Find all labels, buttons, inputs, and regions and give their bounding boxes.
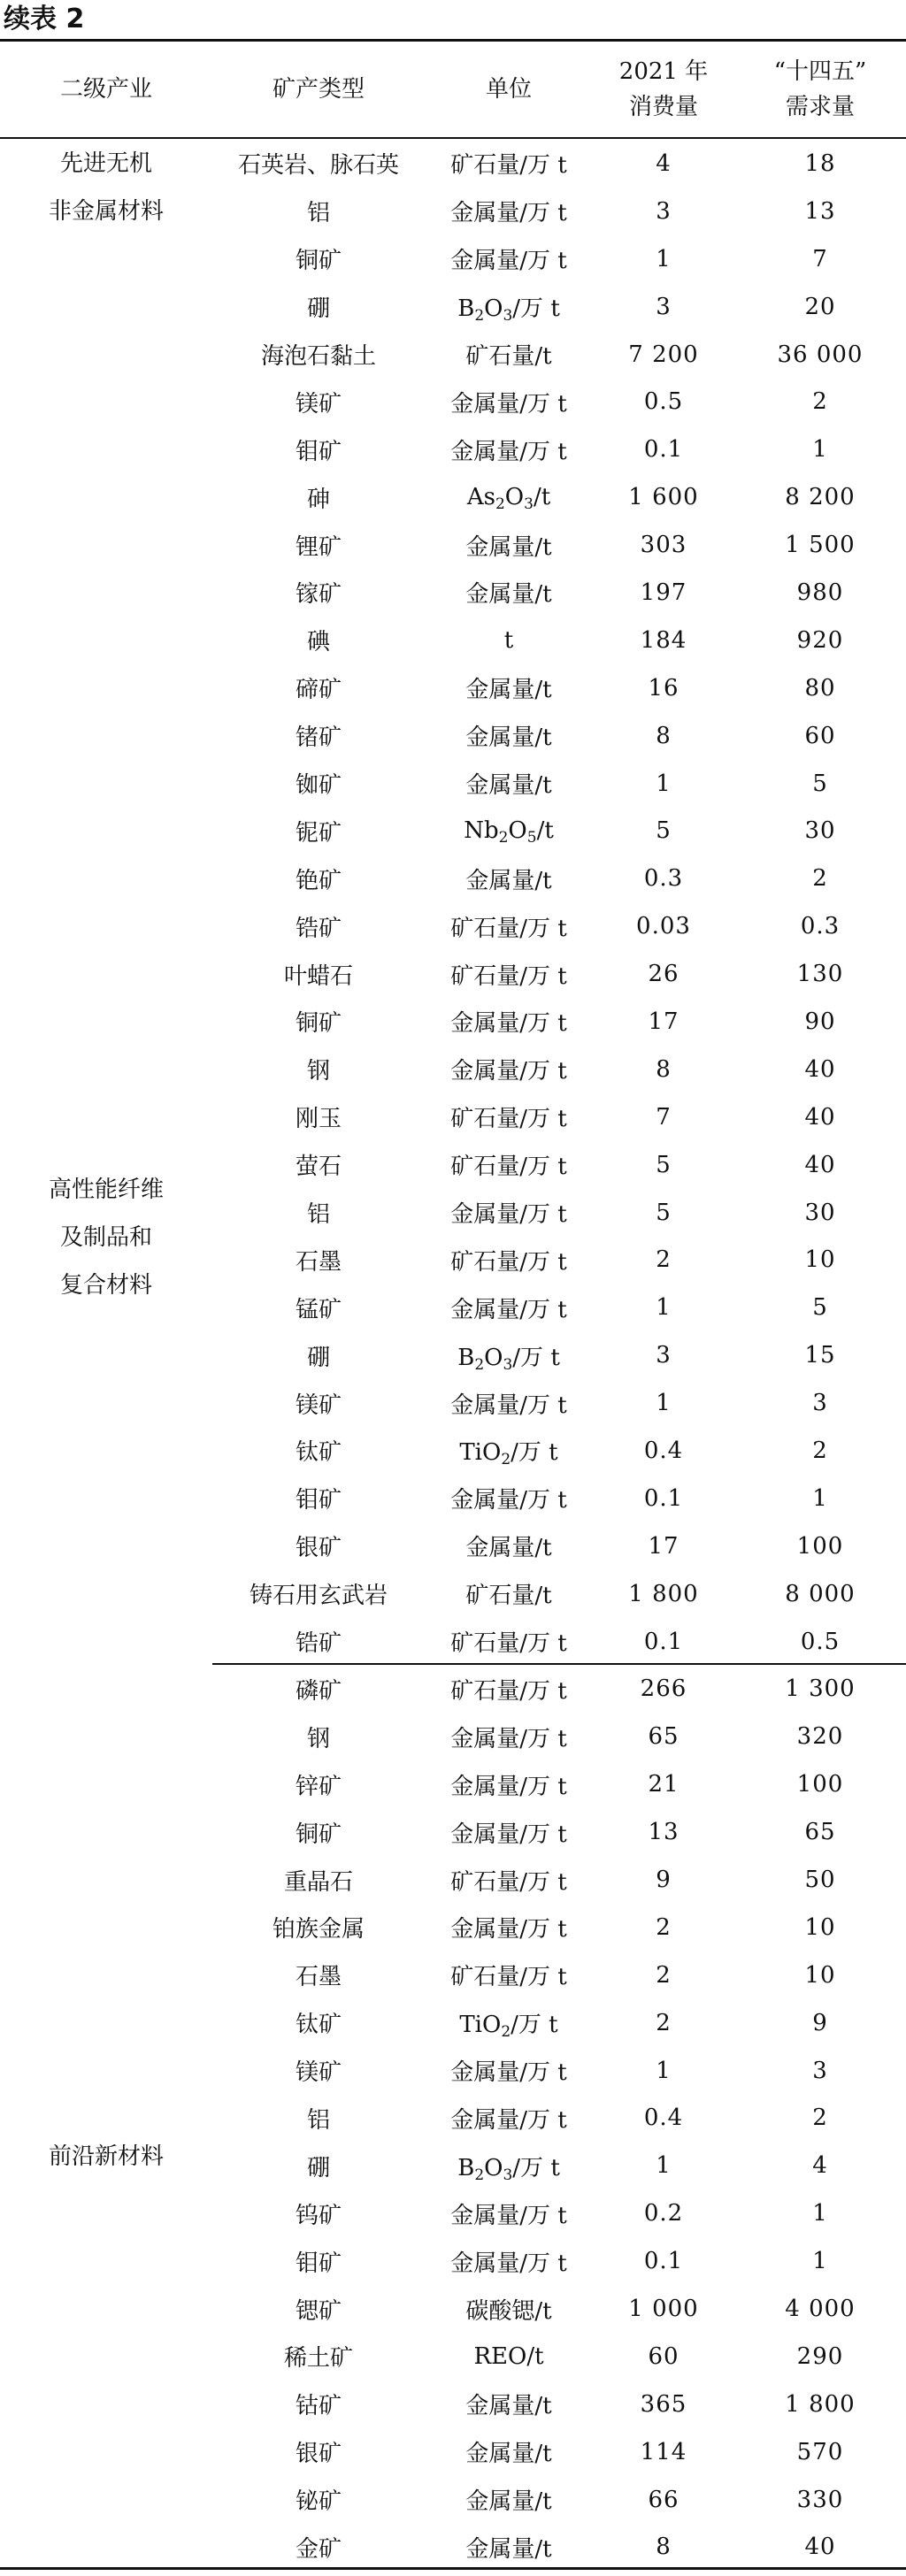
unit-cell: 矿石量/万 t [450, 1154, 567, 1181]
demand-cell: 100 [796, 1771, 844, 1798]
consumption-cell: 114 [640, 2438, 687, 2465]
table-row [0, 1046, 906, 1093]
consumption-cell: 0.4 [643, 1437, 684, 1464]
demand-cell: 10 [804, 1913, 836, 1941]
table-row [0, 1427, 906, 1475]
demand-cell: 10 [804, 1246, 836, 1274]
unit-cell: $B_2O_3/$万 t [457, 295, 560, 326]
unit-cell: 金属量/万 t [450, 1010, 567, 1038]
consumption-cell: 4 [656, 150, 672, 177]
table-row [0, 188, 906, 235]
demand-cell: 1 [812, 2200, 828, 2227]
demand-cell: 290 [796, 2342, 844, 2370]
table-row [0, 1522, 906, 1570]
demand-cell: 2 [812, 2104, 828, 2132]
demand-cell: 40 [804, 2534, 836, 2561]
demand-cell: 0.3 [800, 913, 841, 940]
table-row [0, 378, 906, 426]
industry-line: 先进无机 [59, 150, 152, 177]
consumption-cell: 0.5 [643, 388, 684, 416]
table-row [0, 235, 906, 283]
table-row [0, 1189, 906, 1237]
table-row [0, 1951, 906, 1999]
consumption-cell: 184 [640, 626, 687, 654]
mineral-cell: 铜矿 [295, 248, 342, 275]
demand-cell: 60 [804, 722, 836, 749]
consumption-cell: 66 [648, 2486, 680, 2513]
table-row [0, 1141, 906, 1189]
mineral-cell: 海泡石黏土 [260, 343, 376, 370]
mineral-cell: 铝 [306, 2106, 330, 2134]
consumption-cell: 1 [656, 1294, 672, 1322]
demand-cell: 1 500 [785, 532, 856, 559]
consumption-cell: 3 [656, 1342, 672, 1369]
consumption-cell: 13 [648, 1819, 680, 1846]
table-row [0, 521, 906, 569]
mineral-cell: 砷 [306, 486, 330, 513]
table-row [0, 2285, 906, 2333]
unit-cell: $As_2O_3/t$ [466, 484, 551, 514]
unit-cell: 矿石量/万 t [450, 1868, 567, 1896]
demand-cell: 2 [812, 1437, 828, 1464]
table-row [0, 2333, 906, 2380]
consumption-cell: 0.3 [643, 865, 684, 893]
mineral-cell: 钛矿 [295, 2012, 342, 2039]
demand-cell: 80 [804, 674, 836, 702]
table-row [0, 1760, 906, 1808]
unit-cell: 金属量/万 t [450, 1487, 567, 1514]
mineral-cell: 镁矿 [295, 1392, 342, 1419]
demand-cell: 8 200 [785, 484, 856, 511]
consumption-cell: 0.1 [643, 1484, 684, 1512]
demand-cell: 40 [804, 1103, 836, 1131]
demand-cell: 4 [812, 2152, 828, 2180]
demand-cell: 320 [796, 1723, 844, 1751]
consumption-cell: 1 800 [628, 1580, 699, 1607]
table-row [0, 2428, 906, 2476]
table-row [0, 1570, 906, 1618]
mineral-cell: 铂族金属 [272, 1916, 365, 1944]
header-demand-line1: “十四五” [773, 58, 867, 85]
mineral-cell: 锆矿 [295, 1630, 342, 1658]
mineral-cell: 铯矿 [295, 867, 342, 894]
unit-cell: 金属量/t [465, 581, 552, 609]
mineral-cell: 铝 [306, 1201, 330, 1229]
table-row [0, 2524, 906, 2572]
mineral-cell: 铜矿 [295, 1821, 342, 1848]
mineral-cell: 碘 [306, 629, 330, 656]
unit-cell: 金属量/万 t [450, 1725, 567, 1752]
industry-line: 非金属材料 [48, 198, 164, 225]
mineral-cell: 碲矿 [295, 677, 342, 704]
industry-line: 前沿新材料 [48, 2143, 164, 2170]
table-row [0, 1904, 906, 1951]
consumption-cell: 1 [656, 245, 672, 272]
table-row [0, 1808, 906, 1856]
consumption-cell: 21 [648, 1771, 680, 1798]
table-row [0, 569, 906, 617]
consumption-cell: 303 [640, 532, 687, 559]
demand-cell: 100 [796, 1532, 844, 1560]
table-row [0, 902, 906, 950]
unit-cell: 金属量/万 t [450, 200, 567, 227]
unit-cell: $Nb_2O_5/t$ [464, 817, 554, 847]
demand-cell: 40 [804, 1055, 836, 1083]
mineral-cell: 叶蜡石 [283, 962, 353, 990]
table-row [0, 1236, 906, 1284]
consumption-cell: 65 [648, 1723, 680, 1751]
demand-cell: 15 [804, 1342, 836, 1369]
consumption-cell: 1 000 [628, 2296, 699, 2323]
unit-cell: TiO$_2$/万 t [459, 2012, 558, 2042]
mineral-cell: 钛矿 [295, 1439, 342, 1467]
demand-cell: 330 [796, 2486, 844, 2513]
unit-cell: 金属量/万 t [450, 248, 567, 275]
unit-cell: 金属量/万 t [450, 1392, 567, 1419]
demand-cell: 90 [804, 1008, 836, 1035]
mineral-cell: 钼矿 [295, 438, 342, 465]
table-row [0, 2380, 906, 2428]
unit-cell: 矿石量/万 t [450, 915, 567, 942]
consumption-cell: 5 [656, 817, 672, 845]
mineral-cell: 铷矿 [295, 772, 342, 800]
consumption-cell: 17 [648, 1532, 680, 1560]
table-row [0, 426, 906, 473]
consumption-cell: 3 [656, 197, 672, 225]
unit-cell: 金属量/万 t [450, 1201, 567, 1229]
table-row [0, 807, 906, 855]
unit-cell: 金属量/万 t [450, 1916, 567, 1944]
consumption-cell: 60 [648, 2342, 680, 2370]
demand-cell: 920 [796, 626, 844, 654]
unit-cell: 金属量/t [465, 2488, 552, 2516]
consumption-cell: 2 [656, 1246, 672, 1274]
unit-cell: 金属量/t [465, 867, 552, 894]
header-consumption-2021 [593, 42, 734, 137]
mineral-cell: 铋矿 [295, 2488, 342, 2516]
unit-cell: t [503, 626, 514, 654]
unit-cell: 金属量/t [465, 533, 552, 561]
mineral-cell: 铌矿 [295, 819, 342, 847]
consumption-cell: 16 [648, 674, 680, 702]
unit-cell: TiO$_2$/万 t [459, 1439, 558, 1469]
consumption-cell: 1 600 [628, 484, 699, 511]
consumption-cell: 17 [648, 1008, 680, 1035]
demand-cell: 13 [804, 197, 836, 225]
mineral-cell: 镁矿 [295, 2059, 342, 2087]
demand-cell: 7 [812, 245, 828, 272]
mineral-cell: 磷矿 [295, 1677, 342, 1705]
consumption-cell: 197 [640, 579, 687, 606]
table-row [0, 1999, 906, 2047]
table-row [0, 760, 906, 808]
mineral-cell: 锂矿 [295, 533, 342, 561]
consumption-cell: 365 [640, 2390, 687, 2418]
mineral-cell: 锗矿 [295, 724, 342, 752]
mineral-cell: 锌矿 [295, 1773, 342, 1800]
mineral-cell: 石墨 [295, 1964, 342, 1991]
demand-cell: 1 [812, 1484, 828, 1512]
demand-cell: 8 000 [785, 1580, 856, 1607]
unit-cell: 碳酸锶/t [465, 2297, 552, 2325]
mineral-cell: 铝 [306, 200, 330, 227]
demand-cell: 10 [804, 1961, 836, 1989]
table-row [0, 2047, 906, 2095]
unit-cell: 矿石量/万 t [450, 1964, 567, 1991]
consumption-cell: 0.2 [643, 2200, 684, 2227]
demand-cell: 3 [812, 2057, 828, 2084]
demand-cell: 65 [804, 1819, 836, 1846]
table-row [0, 1379, 906, 1427]
mineral-cell: 镁矿 [295, 390, 342, 418]
table-row [0, 1618, 906, 1666]
consumption-cell: 2 [656, 1961, 672, 1989]
unit-cell: 矿石量/万 t [450, 962, 567, 990]
mineral-cell: 钼矿 [295, 1487, 342, 1514]
mineral-cell: 镓矿 [295, 581, 342, 609]
unit-cell: 金属量/万 t [450, 2250, 567, 2277]
unit-cell: 金属量/万 t [450, 2059, 567, 2087]
mineral-cell: 锰矿 [295, 1296, 342, 1323]
demand-cell: 9 [812, 2009, 828, 2036]
mineral-cell: 石墨 [295, 1248, 342, 1276]
consumption-cell: 0.1 [643, 436, 684, 464]
unit-cell: 金属量/t [465, 1535, 552, 1562]
unit-cell: REO/t [473, 2342, 544, 2370]
unit-cell: 金属量/万 t [450, 390, 567, 418]
table-row [0, 140, 906, 188]
consumption-cell: 1 [656, 2152, 672, 2180]
consumption-cell: 2 [656, 2009, 672, 2036]
header-consumption-line2: 消费量 [628, 94, 698, 120]
table-row [0, 712, 906, 760]
demand-cell: 36 000 [777, 341, 864, 368]
table-row [0, 1284, 906, 1331]
demand-cell: 1 800 [785, 2390, 856, 2418]
table-row [0, 1475, 906, 1522]
demand-cell: 1 [812, 2248, 828, 2275]
consumption-cell: 0.03 [636, 913, 691, 940]
demand-cell: 5 [812, 1294, 828, 1322]
mineral-cell: 银矿 [295, 1535, 342, 1562]
demand-cell: 570 [796, 2438, 844, 2465]
mineral-cell: 钢 [306, 1725, 330, 1752]
industry-line: 及制品和 [59, 1224, 152, 1251]
mineral-cell: 钢 [306, 1058, 330, 1085]
unit-cell: $B_2O_3/$万 t [457, 1344, 560, 1374]
table-row [0, 2095, 906, 2143]
unit-cell: 矿石量/万 t [450, 1630, 567, 1658]
mineral-cell: 重晶石 [283, 1868, 353, 1896]
unit-cell: 金属量/t [465, 724, 552, 752]
table-row [0, 998, 906, 1046]
table-row [0, 617, 906, 664]
unit-cell: 金属量/t [465, 2393, 552, 2420]
mineral-cell: 石英岩、脉石英 [237, 152, 399, 180]
demand-cell: 50 [804, 1867, 836, 1893]
table-row [0, 1093, 906, 1141]
consumption-cell: 1 [656, 770, 672, 797]
consumption-cell: 3 [656, 293, 672, 320]
header-rule [0, 137, 906, 139]
mineral-cell: 稀土矿 [283, 2345, 353, 2373]
consumption-cell: 266 [640, 1675, 687, 1703]
demand-cell: 1 [812, 436, 828, 464]
consumption-cell: 26 [648, 961, 680, 988]
demand-cell: 30 [804, 817, 836, 845]
mineral-cell: 钨矿 [295, 2202, 342, 2229]
consumption-cell: 5 [656, 1151, 672, 1178]
consumption-cell: 1 [656, 2057, 672, 2084]
unit-cell: 金属量/万 t [450, 2106, 567, 2134]
demand-cell: 0.5 [800, 1628, 841, 1655]
header-mineral-type: 矿产类型 [272, 76, 365, 103]
unit-cell: 矿石量/万 t [450, 1106, 567, 1133]
table-row [0, 1713, 906, 1760]
header-consumption-line1: 2021 年 [618, 58, 709, 85]
mineral-cell: 锶矿 [295, 2297, 342, 2325]
industry-line: 复合材料 [59, 1272, 152, 1299]
table-row [0, 331, 906, 379]
unit-cell: 金属量/t [465, 2535, 552, 2563]
consumption-cell: 8 [656, 2534, 672, 2561]
mineral-cell: 萤石 [295, 1154, 342, 1181]
consumption-cell: 8 [656, 1055, 672, 1083]
table-row [0, 283, 906, 331]
unit-cell: 矿石量/t [465, 343, 552, 370]
mineral-cell: 钴矿 [295, 2393, 342, 2420]
mineral-cell: 铸石用玄武岩 [249, 1583, 388, 1610]
mineral-cell: 硼 [306, 1344, 330, 1371]
demand-cell: 18 [804, 150, 836, 177]
demand-cell: 130 [796, 961, 844, 988]
unit-cell: 矿石量/万 t [450, 1248, 567, 1276]
consumption-cell: 0.4 [643, 2104, 684, 2132]
unit-cell: 金属量/万 t [450, 1296, 567, 1323]
header-demand-14th [734, 42, 906, 137]
unit-cell: 矿石量/万 t [450, 152, 567, 180]
consumption-cell: 7 200 [628, 341, 699, 368]
table-row [0, 473, 906, 521]
unit-cell: 金属量/t [465, 772, 552, 800]
table-row [0, 1856, 906, 1904]
mineral-cell: 金矿 [295, 2535, 342, 2563]
industry-line: 高性能纤维 [48, 1177, 164, 1203]
table-row [0, 2189, 906, 2237]
unit-cell: 矿石量/万 t [450, 1677, 567, 1705]
unit-cell: 金属量/万 t [450, 1058, 567, 1085]
demand-cell: 980 [796, 579, 844, 606]
mineral-cell: 铜矿 [295, 1010, 342, 1038]
mineral-cell: 银矿 [295, 2441, 342, 2468]
unit-cell: 金属量/万 t [450, 2202, 567, 2229]
demand-cell: 5 [812, 770, 828, 797]
table-row [0, 2142, 906, 2189]
header-demand-line2: 需求量 [785, 94, 855, 120]
table-body [0, 140, 906, 2571]
mineral-cell: 锆矿 [295, 915, 342, 942]
table-caption: 续表 2 [4, 4, 85, 34]
demand-cell: 3 [812, 1390, 828, 1417]
consumption-cell: 0.1 [643, 1628, 684, 1655]
demand-cell: 1 300 [785, 1675, 856, 1703]
mineral-cell: 钼矿 [295, 2250, 342, 2277]
unit-cell: 金属量/t [465, 677, 552, 704]
unit-cell: 金属量/万 t [450, 1821, 567, 1848]
consumption-cell: 2 [656, 1913, 672, 1941]
demand-cell: 20 [804, 293, 836, 320]
demand-cell: 30 [804, 1199, 836, 1226]
consumption-cell: 0.1 [643, 2248, 684, 2275]
consumption-cell: 1 [656, 1390, 672, 1417]
table-row [0, 1666, 906, 1714]
table-row [0, 2476, 906, 2524]
mineral-cell: 硼 [306, 295, 330, 323]
table-row [0, 855, 906, 902]
unit-cell: 矿石量/t [465, 1583, 552, 1610]
demand-cell: 40 [804, 1151, 836, 1178]
consumption-cell: 5 [656, 1199, 672, 1226]
unit-cell: 金属量/t [465, 2441, 552, 2468]
table-row [0, 664, 906, 712]
consumption-cell: 9 [656, 1867, 672, 1893]
mineral-cell: 硼 [306, 2154, 330, 2181]
unit-cell: $B_2O_3/$万 t [457, 2154, 560, 2184]
demand-cell: 2 [812, 865, 828, 893]
mineral-cell: 刚玉 [295, 1106, 342, 1133]
consumption-cell: 7 [656, 1103, 672, 1131]
header-industry: 二级产业 [59, 76, 152, 103]
table-row [0, 1331, 906, 1379]
demand-cell: 2 [812, 388, 828, 416]
header-unit: 单位 [485, 76, 532, 103]
unit-cell: 金属量/万 t [450, 1773, 567, 1800]
demand-cell: 4 000 [785, 2296, 856, 2323]
unit-cell: 金属量/万 t [450, 438, 567, 465]
table-row [0, 950, 906, 998]
consumption-cell: 8 [656, 722, 672, 749]
table-row [0, 2237, 906, 2285]
